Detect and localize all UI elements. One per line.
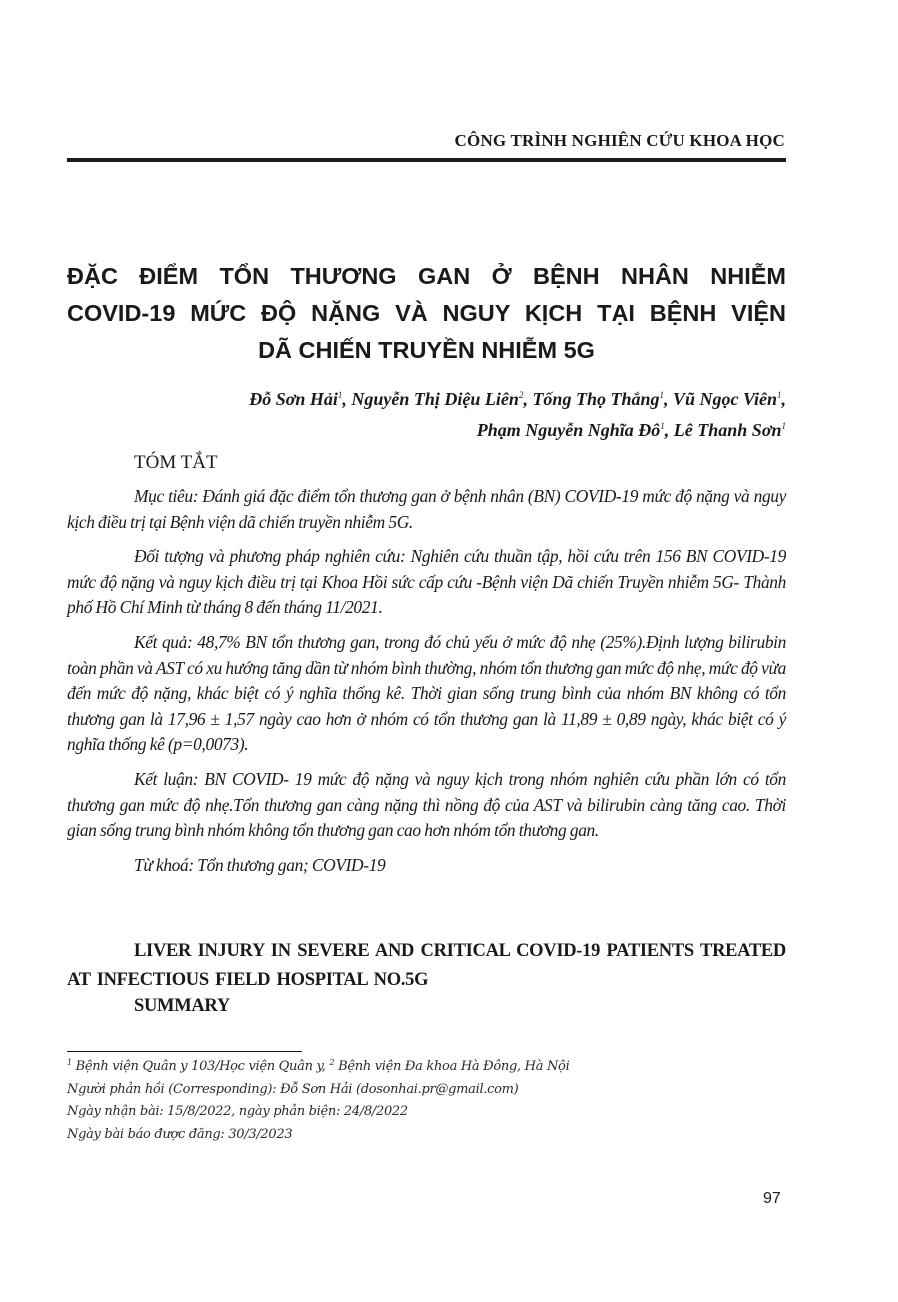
affiliation-1: Bệnh viện Quân y 103/Học viện Quân y, xyxy=(71,1059,330,1074)
footnote-received: Ngày nhận bài: 15/8/2022, ngày phản biện: 24/8/2022 xyxy=(67,1104,408,1119)
running-head: CÔNG TRÌNH NGHIÊN CỨU KHOA HỌC xyxy=(454,131,785,150)
abstract-conclusion: Kết luận: BN COVID- 19 mức độ nặng và nguy kịch trong nhóm nghiên cứu phần lớn có tổn thương gan mức độ nhẹ.Tổn thương gan càng nặng thì nồng độ của AST và bilirubin càng tăng cao. Thời gian sống trung bình nhóm không tổn thương gan cao hơn nhóm tổn thương gan. xyxy=(67,768,786,841)
abstract-objective: Mục tiêu: Đánh giá đặc điểm tổn thương gan ở bệnh nhân (BN) COVID-19 mức độ nặng và nguy kịch điều trị tại Bệnh viện dã chiến truyền nhiễm 5G. xyxy=(67,486,786,532)
english-title: LIVER INJURY IN SEVERE AND CRITICAL COVID-19 PATIENTS TREATED AT INFECTIOUS FIELD HOSPITAL NO.5G xyxy=(67,941,786,990)
author-name: Lê Thanh Sơn xyxy=(673,420,782,440)
author-affiliation: 1 xyxy=(781,421,786,431)
title-line-1: ĐẶC ĐIỂM TỔN THƯƠNG GAN Ở BỆNH NHÂN NHIỄM xyxy=(67,263,786,289)
footnote-marker: 2 xyxy=(329,1058,335,1067)
author-name: Nguyễn Thị Diệu Liên xyxy=(351,389,519,409)
author-affiliation: 1 xyxy=(660,421,665,431)
abstract-results: Kết quả: 48,7% BN tổn thương gan, trong đó chủ yếu ở mức độ nhẹ (25%).Định lượng bilirubin toàn phần và AST có xu hướng tăng dần từ nhóm bình thường, nhóm tổn thương gan mức độ nhẹ, mức độ vừa đến mức độ nặng, khác biệt có ý nghĩa thống kê. Thời gian sống trung bình của nhóm BN không có tổn thương gan là 17,96 ± 1,57 ngày cao hơn ở nhóm có tổn thương gan là 11,89 ± 0,89 ngày, khác biệt có ý nghĩa thống kê (p=0,0073). xyxy=(67,631,786,755)
author-name: Tống Thọ Thắng xyxy=(532,389,660,409)
author-affiliation: 2 xyxy=(518,390,524,400)
footnote-affiliations xyxy=(67,1056,707,1079)
summary-heading: SUMMARY xyxy=(134,996,230,1016)
footnote-rule xyxy=(67,1051,302,1052)
author-list xyxy=(67,384,786,446)
footnotes xyxy=(67,1056,707,1146)
author-name: Vũ Ngọc Viên xyxy=(672,389,777,409)
footnote-corresponding: Người phản hồi (Corresponding): Đỗ Sơn Hải (dosonhai.pr@gmail.com) xyxy=(67,1081,519,1097)
footnote-marker: 1 xyxy=(67,1058,72,1067)
page-number: 97 xyxy=(763,1190,781,1207)
footnote-published: Ngày bài báo được đăng: 30/3/2023 xyxy=(67,1126,293,1142)
author-line-2: Phạm Nguyễn Nghĩa $Đô^1$, Lê Thanh Sơn$^1$ xyxy=(476,420,786,440)
title-line-2: COVID-19 MỨC ĐỘ NẶNG VÀ NGUY KỊCH TẠI BỆNH VIỆN xyxy=(67,300,786,326)
author-name: Phạm Nguyễn Nghĩa Đô xyxy=(476,420,661,440)
affiliation-2: Bệnh viện Đa khoa Hà Đông, Hà Nội xyxy=(334,1059,570,1074)
author-line-1: Đỗ Sơn Hải$^1$, Nguyễn Thị Diệu Liên$^2$, Tống Thọ Thắng$^1$, Vũ Ngọc Viên$^1$, xyxy=(249,389,786,409)
abstract-methods: Đối tượng và phương pháp nghiên cứu: Nghiên cứu thuần tập, hồi cứu trên 156 BN COVID-19 mức độ nặng và nguy kịch điều trị tại Khoa Hồi sức cấp cứu -Bệnh viện Dã chiến Truyền nhiễm 5G- Thành phố Hồ Chí Minh từ tháng 8 đến tháng 11/2021. xyxy=(67,546,786,618)
article-title xyxy=(67,258,786,369)
abstract-body xyxy=(67,484,786,887)
header-rule xyxy=(67,158,786,162)
title-line-3: DÃ CHIẾN TRUYỀN NHIỄM 5G xyxy=(258,337,595,363)
abstract-heading: TÓM TẮT xyxy=(134,452,218,473)
author-affiliation: 1 xyxy=(337,390,343,400)
author-name: Đỗ Sơn Hải xyxy=(249,389,338,409)
author-affiliation: 1 xyxy=(659,390,664,400)
author-affiliation: 1 xyxy=(777,390,782,400)
abstract-keywords: Từ khoá: Tổn thương gan; COVID-19 xyxy=(134,854,386,875)
